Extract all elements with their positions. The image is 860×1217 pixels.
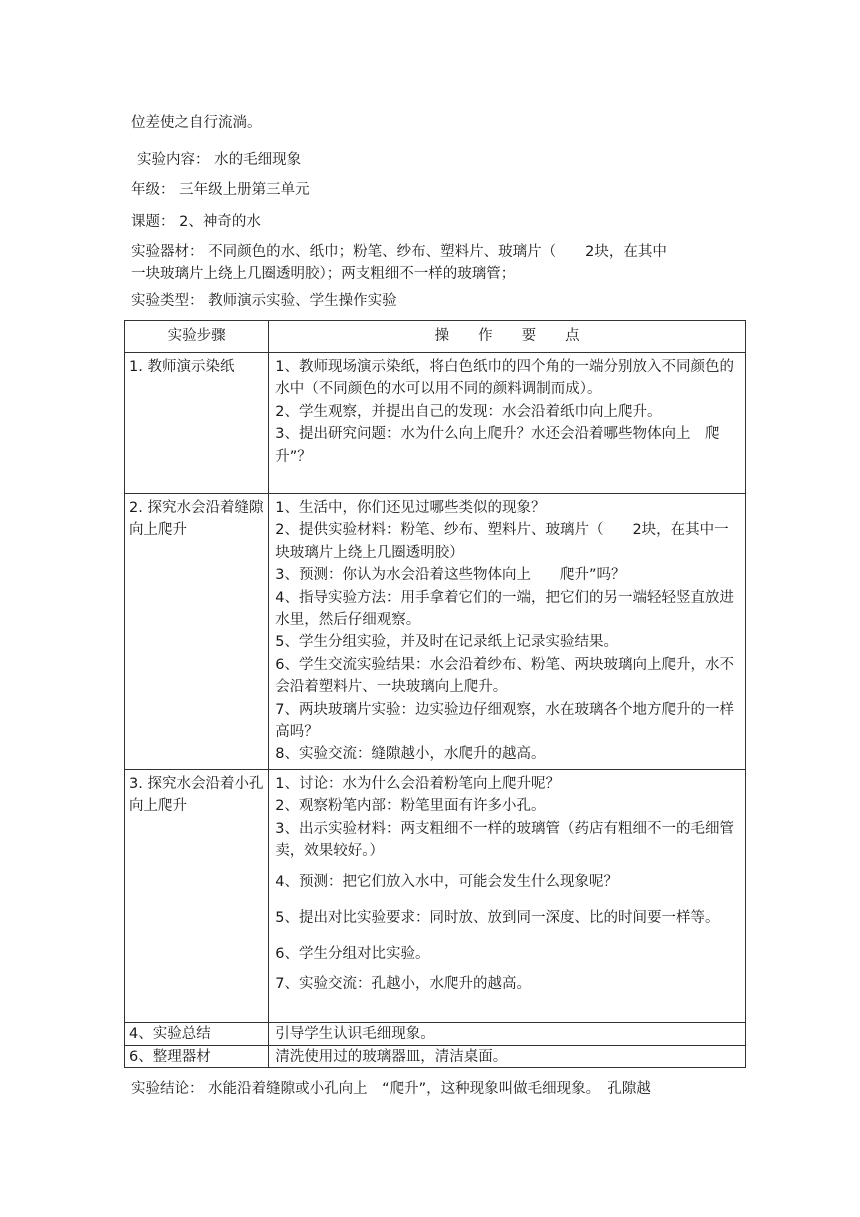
point-item: 2、提供实验材料：粉笔、纱布、塑料片、玻璃片（ 2块，在其中一块玻璃片上绕上几圈透明胶） [275, 522, 729, 561]
point-item: 1、教师现场演示染纸，将白色纸巾的四个角的一端分别放入不同颜色的水中（不同颜色的水可以用不同的颜料调制而成）。 [275, 359, 734, 398]
topic-line: 课题： 2、神奇的水 [131, 214, 261, 230]
experiment-content: 实验内容： 水的毛细现象 [137, 152, 302, 168]
table-row [125, 1046, 746, 1068]
step-label: 2. 探究水会沿着缝隙向上爬升 [129, 500, 264, 538]
grade-line: 年级： 三年级上册第三单元 [131, 182, 310, 198]
table-row [125, 1023, 746, 1046]
point-item: 7、实验交流：孔越小，水爬升的越高。 [275, 975, 531, 992]
point-item: 8、实验交流：缝隙越小，水爬升的越高。 [275, 746, 546, 763]
point-item: 3、出示实验材料：两支粗细不一样的玻璃管（药店有粗细不一的毛细管卖，效果较好。） [275, 820, 734, 860]
points-cell [269, 1023, 746, 1046]
experiment-steps-table [124, 320, 746, 1068]
step-cell [125, 353, 269, 494]
step-cell [125, 1046, 269, 1068]
table-header-row [125, 321, 746, 353]
step-label: 6、整理器材 [129, 1049, 211, 1065]
point-item: 3、提出研究问题：水为什么向上爬升？水还会沿着哪些物体向上 爬升”？ [275, 426, 720, 465]
point-item: 清洗使用过的玻璃器皿，清洁桌面。 [275, 1049, 508, 1065]
step-cell [125, 770, 269, 1023]
step-label: 3. 探究水会沿着小孔向上爬升 [129, 776, 264, 814]
header-step: 实验步骤 [125, 321, 269, 353]
point-item: 6、学生交流实验结果：水会沿着纱布、粉笔、两块玻璃向上爬升，水不会沿着塑料片、一块玻璃向上爬升。 [275, 656, 734, 696]
table-row [125, 770, 746, 1023]
points-cell [269, 1046, 746, 1068]
point-item: 4、预测：把它们放入水中，可能会发生什么现象呢？ [275, 873, 618, 890]
materials-line-2: 一块玻璃片上绕上几圈透明胶）；两支粗细不一样的玻璃管； [131, 266, 516, 282]
point-item: 6、学生分组对比实验。 [275, 945, 430, 962]
point-item: 1、讨论：水为什么会沿着粉笔向上爬升呢？ [275, 776, 560, 792]
points-cell [269, 353, 746, 494]
point-item: 5、提出对比实验要求：同时放、放到同一深度、比的时间要一样等。 [275, 909, 720, 926]
point-item: 2、学生观察，并提出自己的发现：水会沿着纸巾向上爬升。 [275, 403, 662, 420]
point-item: 引导学生认识毛细现象。 [275, 1026, 435, 1042]
step-cell [125, 494, 269, 770]
point-item: 1、生活中，你们还见过哪些类似的现象？ [275, 500, 546, 516]
points-cell [269, 770, 746, 1023]
experiment-type: 实验类型： 教师演示实验、学生操作实验 [131, 293, 397, 309]
header-points: 操 作 要 点 [269, 321, 746, 353]
materials-line-1: 实验器材： 不同颜色的水、纸巾；粉笔、纱布、塑料片、玻璃片（ 2块，在其中 [131, 244, 667, 260]
point-item: 7、两块玻璃片实验：边实验边仔细观察，水在玻璃各个地方爬升的一样高吗？ [275, 701, 734, 741]
table-row [125, 494, 746, 770]
points-cell [269, 494, 746, 770]
table-row [125, 353, 746, 494]
conclusion-line: 实验结论： 水能沿着缝隙或小孔向上 “爬升”，这种现象叫做毛细现象。 孔隙越 [131, 1081, 651, 1097]
point-item: 2、观察粉笔内部：粉笔里面有许多小孔。 [275, 798, 546, 815]
point-item: 5、学生分组实验，并及时在记录纸上记录实验结果。 [275, 634, 618, 651]
step-label: 1. 教师演示染纸 [129, 359, 235, 375]
point-item: 4、指导实验方法：用手拿着它们的一端，把它们的另一端轻轻竖直放进水里，然后仔细观察。 [275, 589, 734, 629]
point-item: 3、预测：你认为水会沿着这些物体向上 爬升”吗？ [275, 567, 626, 584]
step-cell [125, 1023, 269, 1046]
step-label: 4、实验总结 [129, 1026, 211, 1042]
intro-fragment: 位差使之自行流淌。 [131, 115, 262, 131]
